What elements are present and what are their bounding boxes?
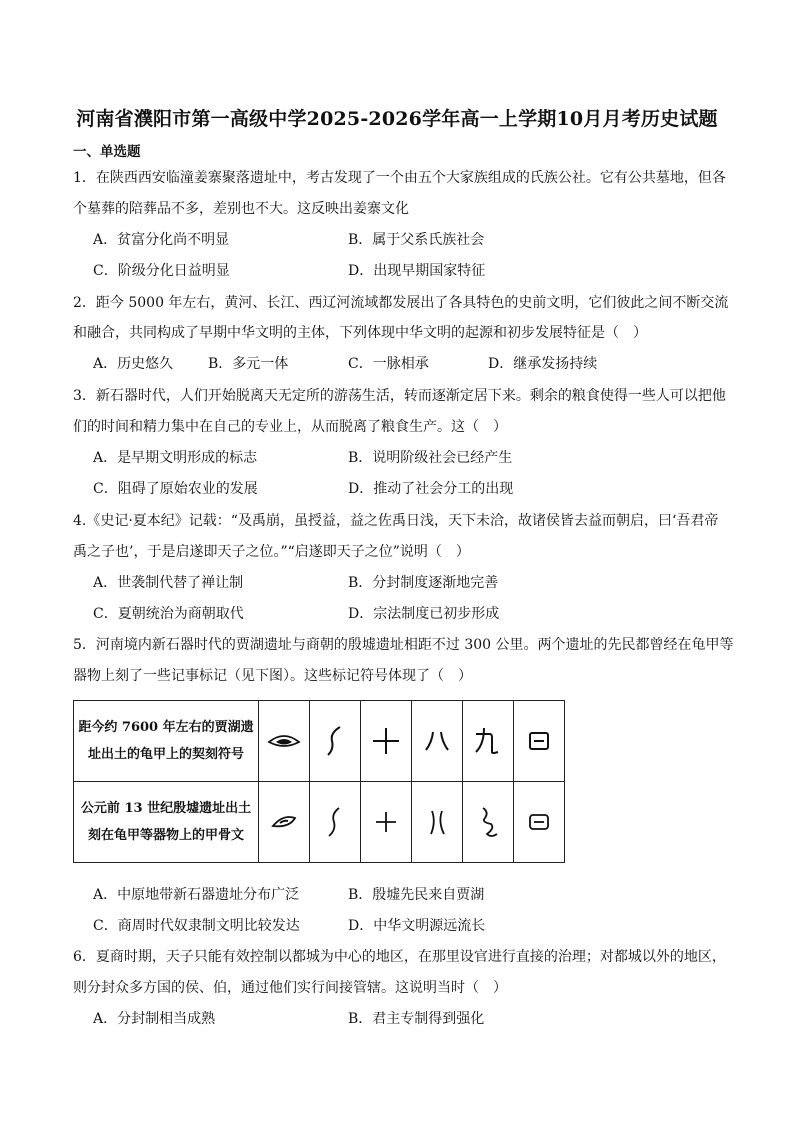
- q6-line-2: 则分封众多方国的侯、伯，通过他们实行间接管辖。这说明当时（ ）: [73, 980, 507, 996]
- oracle-nine-symbol-icon: [463, 782, 514, 863]
- q5-line-2: 器物上刻了一些记事标记（见下图）。这些标记符号体现了（ ）: [73, 668, 472, 684]
- jiahu-label-line-2: 址出土的龟甲上的契刻符号: [87, 747, 244, 762]
- q6-option-b[interactable]: B．君主专制得到强化: [348, 1011, 485, 1027]
- q5-option-c[interactable]: C．商周时代奴隶制文明比较发达: [93, 918, 300, 934]
- sun-symbol-icon: [514, 701, 565, 782]
- q4-line-2: 禹之子也’，于是启遂即天子之位。”“启遂即天子之位”说明（ ）: [73, 544, 470, 560]
- q3-option-d[interactable]: D．推动了社会分工的出现: [348, 481, 514, 497]
- jiahu-row: [74, 701, 565, 782]
- q1-line-2: 个墓葬的陪葬品不多，差别也不大。这反映出姜寨文化: [73, 201, 409, 217]
- q3-line-2: 们的时间和精力集中在自己的专业上，从而脱离了粮食生产。这（ ）: [73, 419, 507, 435]
- q2-option-c[interactable]: C．一脉相承: [348, 356, 429, 372]
- q5-option-a[interactable]: A．中原地带新石器遗址分布广泛: [93, 887, 300, 903]
- q5-option-b[interactable]: B．殷墟先民来自贾湖: [348, 887, 485, 903]
- q1-line-1: 1．在陕西西安临潼姜寨聚落遗址中，考古发现了一个由五个大家族组成的氏族公社。它有公共墓地，但各: [73, 170, 726, 186]
- q1-option-c[interactable]: C．阶级分化日益明显: [93, 263, 230, 279]
- q4-option-a[interactable]: A．世袭制代替了禅让制: [93, 575, 244, 591]
- oracle-sun-symbol-icon: [514, 782, 565, 863]
- q6-line-1: 6．夏商时期，天子只能有效控制以都城为中心的地区，在那里设官进行直接的治理；对都城以外的地区，: [73, 949, 726, 965]
- oracle-eye-symbol-icon: [259, 782, 310, 863]
- oracle-cross-symbol-icon: [361, 782, 412, 863]
- eye-symbol-icon: [259, 701, 310, 782]
- exam-title: 河南省濮阳市第一高级中学2025-2026学年高一上学期10月月考历史试题: [76, 108, 718, 130]
- symbols-comparison-table: [73, 700, 565, 863]
- q2-option-a[interactable]: A．历史悠久: [93, 356, 174, 372]
- yinxu-label-line-2: 刻在龟甲等器物上的甲骨文: [87, 828, 244, 843]
- q2-option-b[interactable]: B．多元一体: [208, 356, 289, 372]
- q4-option-c[interactable]: C．夏朝统治为商朝取代: [93, 606, 244, 622]
- oracle-eight-symbol-icon: [412, 782, 463, 863]
- section-heading: 一、单选题: [73, 144, 141, 160]
- curve-symbol-icon: [310, 701, 361, 782]
- q5-line-1: 5．河南境内新石器时代的贾湖遗址与商朝的殷墟遗址相距不过 300 公里。两个遗址的先民都曾经在龟甲等: [73, 637, 734, 653]
- oracle-curve-symbol-icon: [310, 782, 361, 863]
- q1-option-b[interactable]: B．属于父系氏族社会: [348, 232, 485, 248]
- q4-option-b[interactable]: B．分封制度逐渐地完善: [348, 575, 499, 591]
- nine-symbol-icon: [463, 701, 514, 782]
- q1-option-a[interactable]: A．贫富分化尚不明显: [93, 232, 230, 248]
- yinxu-row: [74, 782, 565, 863]
- q3-option-c[interactable]: C．阻碍了原始农业的发展: [93, 481, 258, 497]
- q6-option-a[interactable]: A．分封制相当成熟: [93, 1011, 216, 1027]
- jiahu-label: [74, 701, 259, 782]
- q3-option-b[interactable]: B．说明阶级社会已经产生: [348, 450, 513, 466]
- cross-symbol-icon: [361, 701, 412, 782]
- yinxu-label-line-1: 公元前 13 世纪殷墟遗址出土: [80, 801, 252, 816]
- q2-option-d[interactable]: D．继承发扬持续: [488, 356, 598, 372]
- q5-option-d[interactable]: D．中华文明源远流长: [348, 918, 486, 934]
- q2-line-1: 2．距今 5000 年左右，黄河、长江、西辽河流域都发展出了各具特色的史前文明，它们彼此之间不断交流: [73, 295, 729, 311]
- q4-line-1: 4.《史记·夏本纪》记载：“及禹崩，虽授益，益之佐禹日浅，天下未洽，故诸侯皆去益而朝启，曰‘吾君帝: [73, 513, 719, 529]
- q3-option-a[interactable]: A．是早期文明形成的标志: [93, 450, 258, 466]
- q1-option-d[interactable]: D．出现早期国家特征: [348, 263, 486, 279]
- eight-symbol-icon: [412, 701, 463, 782]
- q4-option-d[interactable]: D．宗法制度已初步形成: [348, 606, 500, 622]
- q2-line-2: 和融合，共同构成了早期中华文明的主体，下列体现中华文明的起源和初步发展特征是（ ）: [73, 325, 647, 341]
- yinxu-label: [74, 782, 259, 863]
- q3-line-1: 3．新石器时代，人们开始脱离天无定所的游荡生活，转而逐渐定居下来。剩余的粮食使得一些人可以把他: [73, 388, 726, 404]
- jiahu-label-line-1: 距今约 7600 年左右的贾湖遗: [78, 720, 254, 735]
